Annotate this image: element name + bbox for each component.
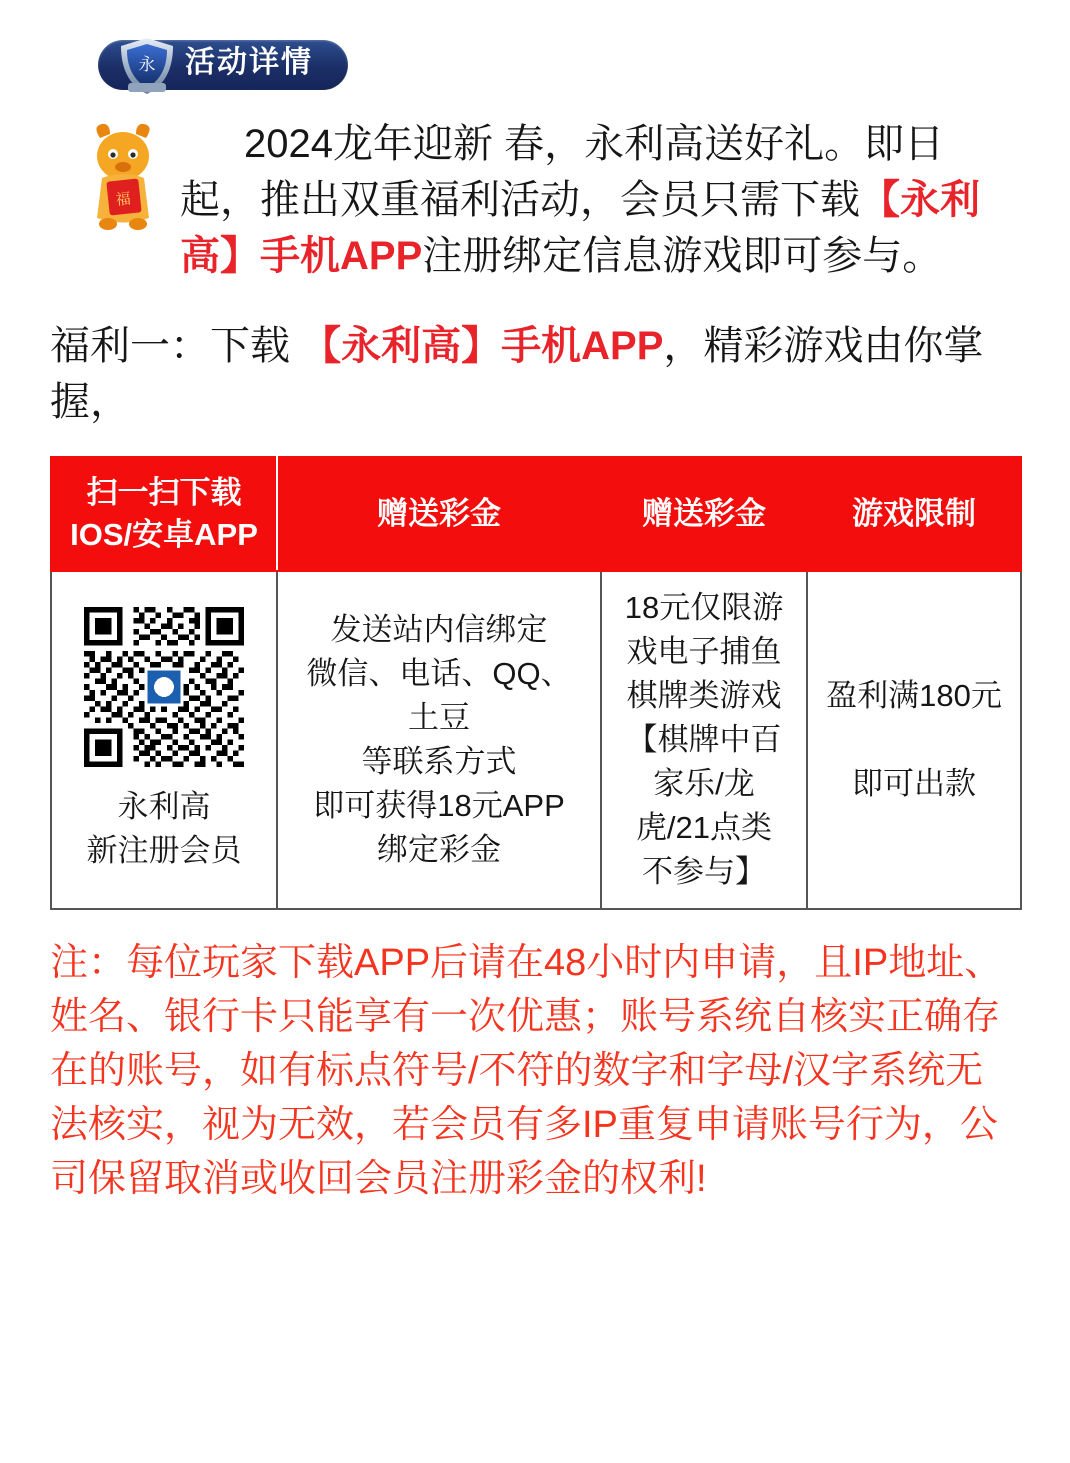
- bonus1-line-2: 微信、电话、QQ、: [306, 656, 572, 691]
- table-cell-qr: [51, 571, 277, 909]
- bonus1-line-5: 即可获得18元APP: [313, 788, 565, 823]
- bonus1-line-6: 绑定彩金: [377, 832, 501, 867]
- limit-line-1: 盈利满180元: [826, 678, 1002, 713]
- intro-line-1: 2024龙年迎新 春，永利高送好礼。即日起，: [180, 122, 945, 222]
- benefit-highlight: 【永利高】手机APP: [301, 324, 664, 368]
- bonus2-line-4: 【棋牌中百: [626, 722, 782, 757]
- intro-paragraph: [50, 116, 1020, 284]
- table-header-game-limit: 游戏限制: [807, 457, 1021, 571]
- qr-wrap: [60, 607, 268, 873]
- limit-line-spacer: [816, 718, 1012, 762]
- qr-caption-line-2: 新注册会员: [86, 833, 242, 868]
- svg-text:福: 福: [114, 190, 132, 209]
- benefit-prefix: 福利一：下载: [50, 324, 302, 368]
- table-header-bonus-1: 赠送彩金: [277, 457, 601, 571]
- bonus2-line-2: 戏电子捕鱼: [626, 634, 782, 669]
- table-cell-bonus-1: [277, 571, 601, 909]
- header: [60, 36, 350, 94]
- bonus2-line-6: 虎/21点类: [635, 810, 773, 845]
- activity-detail-page: [0, 36, 1070, 1463]
- table-header-bonus-2: 赠送彩金: [601, 457, 807, 571]
- intro-highlight-2: APP: [340, 234, 423, 278]
- intro-line-3: 注册绑定信息游戏即可参与。: [422, 234, 943, 278]
- bonus2-line-3: 棋牌类游戏: [626, 678, 782, 713]
- table-row: [51, 571, 1021, 909]
- promo-table: [50, 456, 1022, 910]
- shield-badge-icon: [116, 36, 178, 96]
- page-title: 活动详情: [185, 46, 313, 79]
- qr-code-icon[interactable]: [84, 607, 244, 767]
- benefit-heading: [50, 318, 1020, 430]
- svg-text:永: 永: [138, 55, 156, 74]
- bonus1-line-4: 等联系方式: [361, 744, 517, 779]
- benefit-suffix: ，精彩游戏由你掌握，: [50, 324, 984, 424]
- table-cell-game-limit: [807, 571, 1021, 909]
- dragon-mascot-icon: [78, 122, 168, 232]
- bonus1-line-1: 发送站内信绑定: [330, 612, 548, 647]
- intro-line-2: 推出双重福利活动，会员只需下载: [260, 178, 860, 222]
- bonus2-line-5: 家乐/龙: [653, 766, 755, 801]
- qr-caption-line-1: 永利高: [117, 789, 211, 824]
- table-header-row: [51, 457, 1021, 571]
- intro-highlight-1: 【永利高】手机: [180, 178, 980, 278]
- limit-line-2: 即可出款: [852, 766, 976, 801]
- intro-block: [50, 116, 1020, 284]
- bonus2-line-7: 不参与】: [642, 854, 766, 889]
- bonus2-line-1: 18元仅限游: [624, 590, 784, 625]
- bonus1-line-3: 土豆: [408, 700, 470, 735]
- table-header-download: 扫一扫下载IOS/安卓APP: [51, 457, 277, 571]
- notice-text: 注：每位玩家下载APP后请在48小时内申请，且IP地址、姓名、银行卡只能享有一次优惠；账号系统自核实正确存在的账号，如有标点符号/不符的数字和字母/汉字系统无法核实，视为无效，若会员有多IP重复申请账号行为，公司保留取消或收回会员注册彩金的权利!: [50, 942, 1003, 1200]
- table-cell-bonus-2: [601, 571, 807, 909]
